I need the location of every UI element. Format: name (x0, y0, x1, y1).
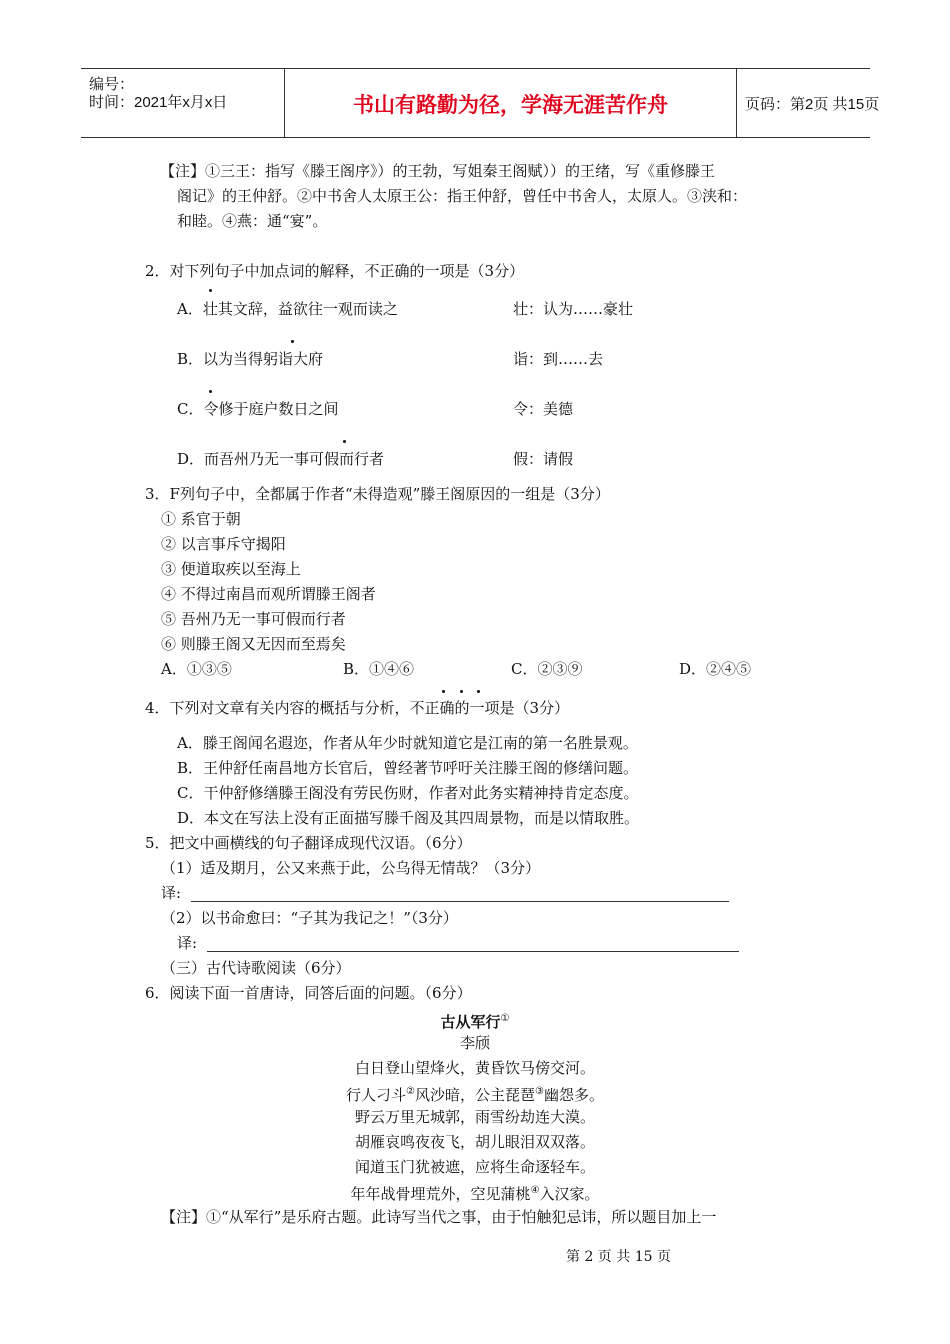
poem-title: 古从军行 (440, 1013, 501, 1031)
q3-item: ② 以言事斥守揭阳 (161, 535, 286, 553)
emphasis-dot (209, 390, 212, 393)
q2-option-d: D．而吾州乃无一事可假而行者 (177, 450, 385, 468)
poem-author: 李颀 (459, 1034, 490, 1052)
note-line-1: 【注】①三王：指写《滕王阁序》）的王勃，写姐秦王阁赋））的王绪，写《重修滕王 (160, 162, 716, 180)
q5-sub-1: （1）适及期月，公又来燕于此，公乌得无情哉？（3分） (161, 859, 541, 877)
q4-option-c: C．干仲舒修缮滕王阁没有劳民伤财，作者对此务实精神持肯定态度。 (177, 784, 639, 802)
poem-line: 胡雁哀鸣夜夜飞，胡儿眼泪双双落。 (354, 1133, 595, 1151)
q2-gloss-b: 诣：到……去 (513, 350, 604, 368)
emphasis-dot (343, 440, 346, 443)
q2-gloss-d: 假：请假 (513, 450, 574, 468)
q2-stem: 2．对下列句子中加点词的解释，不正确的一项是（3分） (145, 262, 525, 280)
q3-item: ⑥ 则滕王阁又无因而至焉矣 (161, 635, 346, 653)
q4-option-a: A．滕王阁闻名遐迩，作者从年少时就知道它是江南的第一名胜景观。 (177, 734, 638, 752)
time-label: 时间：2021年x月x日 (89, 94, 228, 111)
emphasis-dot (477, 690, 480, 693)
q5-translate-label-2: 译: (177, 934, 198, 952)
poem-line: 年年战骨埋荒外，空见蒲桃④入汉家。 (350, 1185, 600, 1203)
q2-gloss-a: 壮：认为……豪壮 (513, 300, 634, 318)
q4-option-d: D．本文在写法上没有正面描写滕千阁及其四周景物，而是以情取胜。 (177, 809, 640, 827)
poem-line: 白日登山望烽火，黄昏饮马傍交河。 (354, 1059, 595, 1077)
q5-sub-2: （2）以书命愈曰：“子其为我记之！”（3分） (161, 909, 458, 927)
q3-choice-c: C．②③⑨ (511, 660, 583, 678)
q3-choice-d: D．②④⑤ (679, 660, 752, 678)
number-label: 编号： (89, 76, 135, 93)
emphasis-dot (291, 340, 294, 343)
note-line-3: 和睦。④燕：通“宴”。 (177, 212, 328, 230)
q3-item: ④ 不得过南昌而观所谓滕王阁者 (161, 585, 376, 603)
q2-option-b: B．以为当得躬诣大府 (177, 350, 324, 368)
emphasis-dot (209, 289, 212, 292)
q3-item: ⑤ 吾州乃无一事可假而行者 (161, 610, 346, 628)
page-footer: 第 2 页 共 15 页 (566, 1249, 671, 1265)
q3-item: ③ 便道取疾以至海上 (161, 560, 301, 578)
q4-option-b: B．王仲舒任南昌地方长官后，曾经著节呼吁关注滕王阁的修缮问题。 (177, 759, 639, 777)
answer-line-2[interactable] (207, 951, 739, 952)
q2-option-a: A．壮其文辞，益欲往一观而读之 (177, 300, 398, 318)
emphasis-dot (442, 690, 445, 693)
section-heading: （三）古代诗歌阅读（6分） (161, 959, 351, 977)
poem-title-line (0, 1009, 950, 1032)
poem-note: 【注】①“从军行”是乐府古题。此诗写当代之事，由于怕触犯忌讳，所以题目加上一 (161, 1208, 717, 1226)
header-meta-cell (81, 69, 285, 137)
q6-stem: 6．阅读下面一首唐诗，同答后面的问题。（6分） (145, 984, 472, 1002)
poem-title-footnote: ① (500, 1013, 510, 1024)
q4-stem: 4．下列对文章有关内容的概括与分析，不正确的一项是（3分） (145, 699, 570, 717)
q2-option-c: C．令修于庭户数日之间 (177, 400, 339, 418)
poem-line: 闻道玉门犹被遮，应将生命逐轻车。 (354, 1158, 595, 1176)
q5-stem: 5．把文中画横线的句子翻译成现代汉语。（6分） (145, 834, 472, 852)
q2-gloss-c: 令：美德 (513, 400, 574, 418)
note-line-2: 阁记》的王仲舒。②中书舍人太原王公：指王仲舒，曾任中书舍人，太原人。③浃和： (177, 187, 748, 205)
q3-item: ① 系官于朝 (161, 510, 241, 528)
q3-choice-a: A．①③⑤ (161, 660, 232, 678)
q5-translate-label-1: 译: (161, 884, 182, 902)
poem-line: 野云万里无城郭，雨雪纷劫连大漠。 (354, 1108, 595, 1126)
motto: 书山有路勤为径，学海无涯苦作舟 (353, 93, 668, 117)
answer-line-1[interactable] (191, 901, 729, 902)
page-info: 页码：第2页 共15页 (745, 96, 880, 113)
poem-line: 行人刁斗②风沙暗，公主琵琶③幽怨多。 (346, 1086, 604, 1104)
header-page-cell (737, 69, 880, 137)
q3-stem: 3．F列句子中，全都属于作者“未得造观”滕王阁原因的一组是（3分） (145, 485, 610, 503)
q3-choice-b: B．①④⑥ (343, 660, 415, 678)
emphasis-dot (460, 690, 463, 693)
page-header (81, 68, 880, 138)
header-motto-cell (285, 69, 737, 137)
